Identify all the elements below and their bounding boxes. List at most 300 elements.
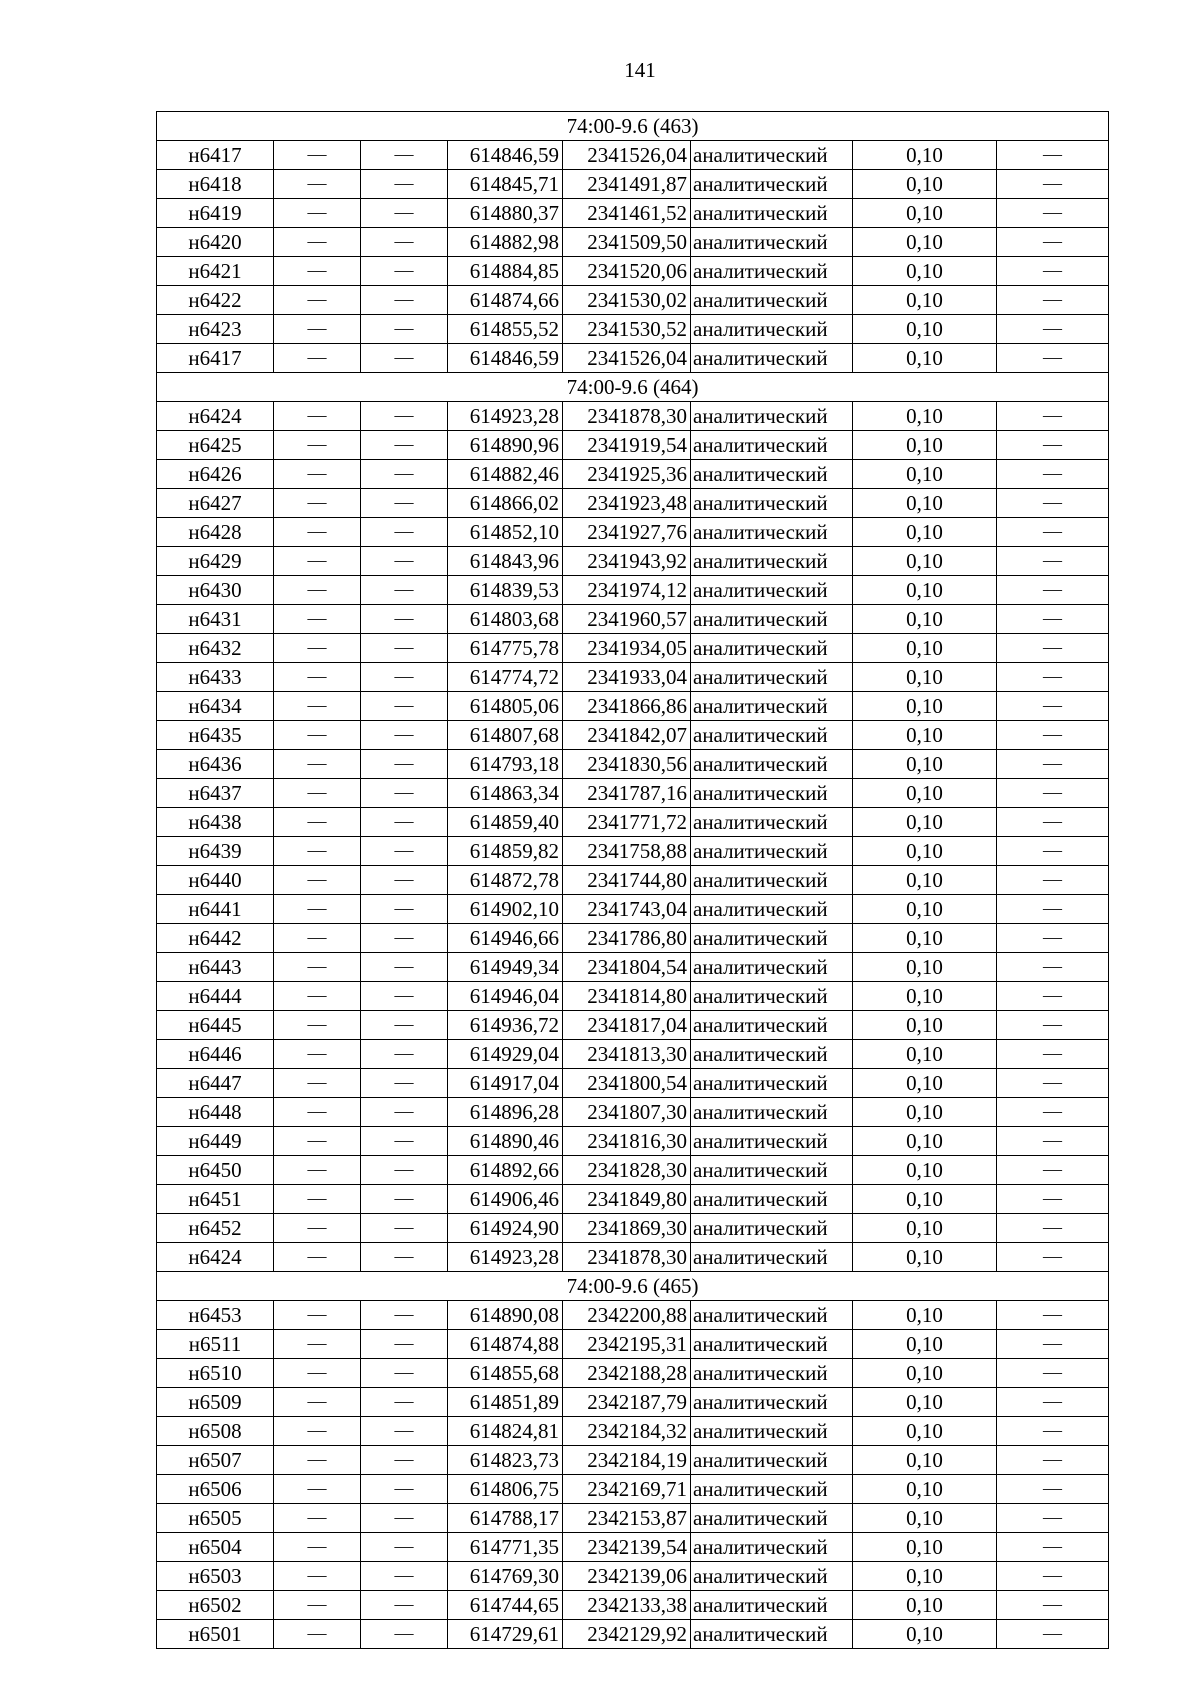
- point-name-cell: н6434: [157, 692, 274, 721]
- method-cell: аналитический: [691, 837, 853, 866]
- empty-dash-cell: —: [361, 315, 448, 344]
- table-row: [157, 315, 1109, 344]
- table-row: [157, 1475, 1109, 1504]
- empty-dash-cell: —: [997, 1330, 1109, 1359]
- y-coordinate-cell: 2341771,72: [563, 808, 691, 837]
- empty-dash-cell: —: [997, 460, 1109, 489]
- accuracy-cell: 0,10: [853, 721, 997, 750]
- empty-dash-cell: —: [274, 1562, 361, 1591]
- empty-dash-cell: —: [274, 953, 361, 982]
- x-coordinate-cell: 614917,04: [448, 1069, 563, 1098]
- accuracy-cell: 0,10: [853, 576, 997, 605]
- point-name-cell: н6427: [157, 489, 274, 518]
- point-name-cell: н6504: [157, 1533, 274, 1562]
- table-row: [157, 1620, 1109, 1649]
- table-row: [157, 605, 1109, 634]
- accuracy-cell: 0,10: [853, 1533, 997, 1562]
- x-coordinate-cell: 614729,61: [448, 1620, 563, 1649]
- empty-dash-cell: —: [997, 1591, 1109, 1620]
- empty-dash-cell: —: [274, 199, 361, 228]
- accuracy-cell: 0,10: [853, 866, 997, 895]
- empty-dash-cell: —: [997, 924, 1109, 953]
- method-cell: аналитический: [691, 1069, 853, 1098]
- empty-dash-cell: —: [361, 692, 448, 721]
- empty-dash-cell: —: [274, 663, 361, 692]
- accuracy-cell: 0,10: [853, 1185, 997, 1214]
- y-coordinate-cell: 2342184,32: [563, 1417, 691, 1446]
- empty-dash-cell: —: [274, 257, 361, 286]
- x-coordinate-cell: 614884,85: [448, 257, 563, 286]
- accuracy-cell: 0,10: [853, 1475, 997, 1504]
- point-name-cell: н6437: [157, 779, 274, 808]
- empty-dash-cell: —: [274, 837, 361, 866]
- table-row: [157, 1417, 1109, 1446]
- y-coordinate-cell: 2342200,88: [563, 1301, 691, 1330]
- x-coordinate-cell: 614863,34: [448, 779, 563, 808]
- method-cell: аналитический: [691, 1330, 853, 1359]
- x-coordinate-cell: 614806,75: [448, 1475, 563, 1504]
- point-name-cell: н6418: [157, 170, 274, 199]
- x-coordinate-cell: 614866,02: [448, 489, 563, 518]
- y-coordinate-cell: 2341830,56: [563, 750, 691, 779]
- y-coordinate-cell: 2341849,80: [563, 1185, 691, 1214]
- point-name-cell: н6428: [157, 518, 274, 547]
- empty-dash-cell: —: [997, 1533, 1109, 1562]
- empty-dash-cell: —: [274, 924, 361, 953]
- x-coordinate-cell: 614788,17: [448, 1504, 563, 1533]
- method-cell: аналитический: [691, 1359, 853, 1388]
- method-cell: аналитический: [691, 315, 853, 344]
- empty-dash-cell: —: [997, 228, 1109, 257]
- x-coordinate-cell: 614846,59: [448, 344, 563, 373]
- method-cell: аналитический: [691, 199, 853, 228]
- y-coordinate-cell: 2341744,80: [563, 866, 691, 895]
- y-coordinate-cell: 2341828,30: [563, 1156, 691, 1185]
- x-coordinate-cell: 614902,10: [448, 895, 563, 924]
- accuracy-cell: 0,10: [853, 431, 997, 460]
- empty-dash-cell: —: [997, 518, 1109, 547]
- point-name-cell: н6417: [157, 141, 274, 170]
- empty-dash-cell: —: [361, 257, 448, 286]
- empty-dash-cell: —: [274, 431, 361, 460]
- accuracy-cell: 0,10: [853, 228, 997, 257]
- point-name-cell: н6421: [157, 257, 274, 286]
- x-coordinate-cell: 614892,66: [448, 1156, 563, 1185]
- empty-dash-cell: —: [361, 924, 448, 953]
- x-coordinate-cell: 614946,66: [448, 924, 563, 953]
- table-row: [157, 1098, 1109, 1127]
- empty-dash-cell: —: [361, 576, 448, 605]
- empty-dash-cell: —: [274, 1446, 361, 1475]
- accuracy-cell: 0,10: [853, 518, 997, 547]
- x-coordinate-cell: 614924,90: [448, 1214, 563, 1243]
- x-coordinate-cell: 614855,68: [448, 1359, 563, 1388]
- empty-dash-cell: —: [274, 576, 361, 605]
- empty-dash-cell: —: [997, 431, 1109, 460]
- group-header-row: [157, 373, 1109, 402]
- empty-dash-cell: —: [361, 634, 448, 663]
- point-name-cell: н6442: [157, 924, 274, 953]
- empty-dash-cell: —: [361, 605, 448, 634]
- y-coordinate-cell: 2341800,54: [563, 1069, 691, 1098]
- x-coordinate-cell: 614807,68: [448, 721, 563, 750]
- method-cell: аналитический: [691, 576, 853, 605]
- y-coordinate-cell: 2341491,87: [563, 170, 691, 199]
- method-cell: аналитический: [691, 170, 853, 199]
- empty-dash-cell: —: [361, 1011, 448, 1040]
- table-row: [157, 1562, 1109, 1591]
- point-name-cell: н6453: [157, 1301, 274, 1330]
- y-coordinate-cell: 2341943,92: [563, 547, 691, 576]
- point-name-cell: н6417: [157, 344, 274, 373]
- table-row: [157, 1330, 1109, 1359]
- point-name-cell: н6502: [157, 1591, 274, 1620]
- y-coordinate-cell: 2341526,04: [563, 141, 691, 170]
- accuracy-cell: 0,10: [853, 344, 997, 373]
- empty-dash-cell: —: [274, 779, 361, 808]
- point-name-cell: н6441: [157, 895, 274, 924]
- empty-dash-cell: —: [274, 982, 361, 1011]
- empty-dash-cell: —: [361, 1301, 448, 1330]
- table-row: [157, 1504, 1109, 1533]
- x-coordinate-cell: 614839,53: [448, 576, 563, 605]
- method-cell: аналитический: [691, 1098, 853, 1127]
- empty-dash-cell: —: [361, 547, 448, 576]
- empty-dash-cell: —: [997, 547, 1109, 576]
- group-header-row: [157, 1272, 1109, 1301]
- accuracy-cell: 0,10: [853, 141, 997, 170]
- table-row: [157, 489, 1109, 518]
- accuracy-cell: 0,10: [853, 605, 997, 634]
- empty-dash-cell: —: [361, 750, 448, 779]
- y-coordinate-cell: 2341923,48: [563, 489, 691, 518]
- accuracy-cell: 0,10: [853, 982, 997, 1011]
- method-cell: аналитический: [691, 257, 853, 286]
- group-title: 74:00-9.6 (464): [157, 373, 1109, 402]
- empty-dash-cell: —: [361, 1330, 448, 1359]
- group-title: 74:00-9.6 (463): [157, 112, 1109, 141]
- method-cell: аналитический: [691, 1040, 853, 1069]
- y-coordinate-cell: 2341758,88: [563, 837, 691, 866]
- accuracy-cell: 0,10: [853, 1620, 997, 1649]
- empty-dash-cell: —: [274, 1214, 361, 1243]
- point-name-cell: н6509: [157, 1388, 274, 1417]
- table-row: [157, 634, 1109, 663]
- x-coordinate-cell: 614880,37: [448, 199, 563, 228]
- x-coordinate-cell: 614824,81: [448, 1417, 563, 1446]
- accuracy-cell: 0,10: [853, 953, 997, 982]
- table-row: [157, 1359, 1109, 1388]
- x-coordinate-cell: 614949,34: [448, 953, 563, 982]
- y-coordinate-cell: 2341461,52: [563, 199, 691, 228]
- y-coordinate-cell: 2341813,30: [563, 1040, 691, 1069]
- table-row: [157, 750, 1109, 779]
- empty-dash-cell: —: [274, 750, 361, 779]
- method-cell: аналитический: [691, 1388, 853, 1417]
- empty-dash-cell: —: [997, 1040, 1109, 1069]
- accuracy-cell: 0,10: [853, 1504, 997, 1533]
- empty-dash-cell: —: [361, 866, 448, 895]
- table-row: [157, 286, 1109, 315]
- table-row: [157, 141, 1109, 170]
- method-cell: аналитический: [691, 808, 853, 837]
- empty-dash-cell: —: [361, 953, 448, 982]
- method-cell: аналитический: [691, 1156, 853, 1185]
- point-name-cell: н6429: [157, 547, 274, 576]
- empty-dash-cell: —: [997, 866, 1109, 895]
- empty-dash-cell: —: [997, 315, 1109, 344]
- empty-dash-cell: —: [361, 1533, 448, 1562]
- empty-dash-cell: —: [361, 1388, 448, 1417]
- method-cell: аналитический: [691, 1417, 853, 1446]
- method-cell: аналитический: [691, 141, 853, 170]
- method-cell: аналитический: [691, 1301, 853, 1330]
- accuracy-cell: 0,10: [853, 924, 997, 953]
- empty-dash-cell: —: [997, 982, 1109, 1011]
- x-coordinate-cell: 614906,46: [448, 1185, 563, 1214]
- empty-dash-cell: —: [997, 1214, 1109, 1243]
- accuracy-cell: 0,10: [853, 1446, 997, 1475]
- empty-dash-cell: —: [274, 228, 361, 257]
- point-name-cell: н6443: [157, 953, 274, 982]
- point-name-cell: н6431: [157, 605, 274, 634]
- accuracy-cell: 0,10: [853, 1562, 997, 1591]
- point-name-cell: н6449: [157, 1127, 274, 1156]
- point-name-cell: н6447: [157, 1069, 274, 1098]
- y-coordinate-cell: 2342184,19: [563, 1446, 691, 1475]
- x-coordinate-cell: 614803,68: [448, 605, 563, 634]
- method-cell: аналитический: [691, 286, 853, 315]
- y-coordinate-cell: 2342153,87: [563, 1504, 691, 1533]
- empty-dash-cell: —: [274, 1040, 361, 1069]
- empty-dash-cell: —: [274, 315, 361, 344]
- x-coordinate-cell: 614846,59: [448, 141, 563, 170]
- table-row: [157, 576, 1109, 605]
- table-row: [157, 1388, 1109, 1417]
- empty-dash-cell: —: [997, 170, 1109, 199]
- method-cell: аналитический: [691, 344, 853, 373]
- empty-dash-cell: —: [361, 1127, 448, 1156]
- accuracy-cell: 0,10: [853, 170, 997, 199]
- empty-dash-cell: —: [361, 1214, 448, 1243]
- accuracy-cell: 0,10: [853, 895, 997, 924]
- table-row: [157, 199, 1109, 228]
- empty-dash-cell: —: [997, 779, 1109, 808]
- method-cell: аналитический: [691, 663, 853, 692]
- method-cell: аналитический: [691, 1127, 853, 1156]
- empty-dash-cell: —: [274, 1359, 361, 1388]
- accuracy-cell: 0,10: [853, 1243, 997, 1272]
- x-coordinate-cell: 614890,46: [448, 1127, 563, 1156]
- empty-dash-cell: —: [361, 228, 448, 257]
- empty-dash-cell: —: [274, 1301, 361, 1330]
- accuracy-cell: 0,10: [853, 286, 997, 315]
- empty-dash-cell: —: [997, 692, 1109, 721]
- empty-dash-cell: —: [361, 808, 448, 837]
- empty-dash-cell: —: [274, 895, 361, 924]
- table-row: [157, 953, 1109, 982]
- empty-dash-cell: —: [997, 721, 1109, 750]
- accuracy-cell: 0,10: [853, 808, 997, 837]
- point-name-cell: н6420: [157, 228, 274, 257]
- empty-dash-cell: —: [274, 1620, 361, 1649]
- method-cell: аналитический: [691, 1185, 853, 1214]
- empty-dash-cell: —: [997, 808, 1109, 837]
- method-cell: аналитический: [691, 605, 853, 634]
- empty-dash-cell: —: [361, 1185, 448, 1214]
- method-cell: аналитический: [691, 228, 853, 257]
- x-coordinate-cell: 614872,78: [448, 866, 563, 895]
- point-name-cell: н6440: [157, 866, 274, 895]
- accuracy-cell: 0,10: [853, 199, 997, 228]
- empty-dash-cell: —: [274, 1156, 361, 1185]
- empty-dash-cell: —: [361, 170, 448, 199]
- table-row: [157, 228, 1109, 257]
- point-name-cell: н6435: [157, 721, 274, 750]
- point-name-cell: н6508: [157, 1417, 274, 1446]
- accuracy-cell: 0,10: [853, 315, 997, 344]
- method-cell: аналитический: [691, 1475, 853, 1504]
- x-coordinate-cell: 614882,98: [448, 228, 563, 257]
- empty-dash-cell: —: [274, 605, 361, 634]
- empty-dash-cell: —: [274, 1243, 361, 1272]
- point-name-cell: н6452: [157, 1214, 274, 1243]
- table-row: [157, 721, 1109, 750]
- y-coordinate-cell: 2342169,71: [563, 1475, 691, 1504]
- x-coordinate-cell: 614929,04: [448, 1040, 563, 1069]
- x-coordinate-cell: 614852,10: [448, 518, 563, 547]
- table-row: [157, 895, 1109, 924]
- empty-dash-cell: —: [997, 1127, 1109, 1156]
- x-coordinate-cell: 614936,72: [448, 1011, 563, 1040]
- table-row: [157, 1040, 1109, 1069]
- table-row: [157, 779, 1109, 808]
- accuracy-cell: 0,10: [853, 837, 997, 866]
- empty-dash-cell: —: [997, 1243, 1109, 1272]
- empty-dash-cell: —: [274, 402, 361, 431]
- method-cell: аналитический: [691, 1562, 853, 1591]
- empty-dash-cell: —: [274, 1069, 361, 1098]
- method-cell: аналитический: [691, 1011, 853, 1040]
- page-number: 141: [624, 58, 656, 82]
- y-coordinate-cell: 2341934,05: [563, 634, 691, 663]
- x-coordinate-cell: 614793,18: [448, 750, 563, 779]
- empty-dash-cell: —: [361, 1069, 448, 1098]
- empty-dash-cell: —: [997, 344, 1109, 373]
- empty-dash-cell: —: [361, 721, 448, 750]
- empty-dash-cell: —: [361, 1591, 448, 1620]
- point-name-cell: н6501: [157, 1620, 274, 1649]
- accuracy-cell: 0,10: [853, 1098, 997, 1127]
- point-name-cell: н6438: [157, 808, 274, 837]
- empty-dash-cell: —: [274, 634, 361, 663]
- empty-dash-cell: —: [361, 489, 448, 518]
- empty-dash-cell: —: [361, 141, 448, 170]
- accuracy-cell: 0,10: [853, 489, 997, 518]
- empty-dash-cell: —: [274, 1330, 361, 1359]
- accuracy-cell: 0,10: [853, 663, 997, 692]
- empty-dash-cell: —: [997, 576, 1109, 605]
- accuracy-cell: 0,10: [853, 692, 997, 721]
- method-cell: аналитический: [691, 924, 853, 953]
- y-coordinate-cell: 2341919,54: [563, 431, 691, 460]
- empty-dash-cell: —: [274, 286, 361, 315]
- y-coordinate-cell: 2341526,04: [563, 344, 691, 373]
- empty-dash-cell: —: [997, 1156, 1109, 1185]
- empty-dash-cell: —: [361, 1243, 448, 1272]
- table-row: [157, 1069, 1109, 1098]
- point-name-cell: н6445: [157, 1011, 274, 1040]
- method-cell: аналитический: [691, 750, 853, 779]
- empty-dash-cell: —: [361, 402, 448, 431]
- accuracy-cell: 0,10: [853, 779, 997, 808]
- empty-dash-cell: —: [274, 460, 361, 489]
- y-coordinate-cell: 2341804,54: [563, 953, 691, 982]
- accuracy-cell: 0,10: [853, 1011, 997, 1040]
- accuracy-cell: 0,10: [853, 1417, 997, 1446]
- y-coordinate-cell: 2341925,36: [563, 460, 691, 489]
- empty-dash-cell: —: [274, 547, 361, 576]
- accuracy-cell: 0,10: [853, 460, 997, 489]
- empty-dash-cell: —: [997, 1011, 1109, 1040]
- y-coordinate-cell: 2341927,76: [563, 518, 691, 547]
- point-name-cell: н6507: [157, 1446, 274, 1475]
- method-cell: аналитический: [691, 547, 853, 576]
- accuracy-cell: 0,10: [853, 1330, 997, 1359]
- method-cell: аналитический: [691, 1620, 853, 1649]
- y-coordinate-cell: 2341974,12: [563, 576, 691, 605]
- table-row: [157, 344, 1109, 373]
- empty-dash-cell: —: [274, 1591, 361, 1620]
- accuracy-cell: 0,10: [853, 1127, 997, 1156]
- empty-dash-cell: —: [361, 1098, 448, 1127]
- empty-dash-cell: —: [274, 721, 361, 750]
- empty-dash-cell: —: [361, 460, 448, 489]
- table-row: [157, 1011, 1109, 1040]
- empty-dash-cell: —: [997, 1446, 1109, 1475]
- point-name-cell: н6506: [157, 1475, 274, 1504]
- table-row: [157, 1156, 1109, 1185]
- empty-dash-cell: —: [361, 1040, 448, 1069]
- y-coordinate-cell: 2342129,92: [563, 1620, 691, 1649]
- method-cell: аналитический: [691, 866, 853, 895]
- table-row: [157, 663, 1109, 692]
- y-coordinate-cell: 2341743,04: [563, 895, 691, 924]
- y-coordinate-cell: 2342139,54: [563, 1533, 691, 1562]
- table-row: [157, 866, 1109, 895]
- accuracy-cell: 0,10: [853, 1301, 997, 1330]
- x-coordinate-cell: 614946,04: [448, 982, 563, 1011]
- x-coordinate-cell: 614774,72: [448, 663, 563, 692]
- empty-dash-cell: —: [997, 1562, 1109, 1591]
- y-coordinate-cell: 2341842,07: [563, 721, 691, 750]
- y-coordinate-cell: 2341878,30: [563, 1243, 691, 1272]
- x-coordinate-cell: 614851,89: [448, 1388, 563, 1417]
- empty-dash-cell: —: [997, 663, 1109, 692]
- point-name-cell: н6436: [157, 750, 274, 779]
- empty-dash-cell: —: [997, 605, 1109, 634]
- table-row: [157, 837, 1109, 866]
- empty-dash-cell: —: [361, 286, 448, 315]
- empty-dash-cell: —: [361, 663, 448, 692]
- empty-dash-cell: —: [361, 1562, 448, 1591]
- empty-dash-cell: —: [997, 286, 1109, 315]
- empty-dash-cell: —: [361, 344, 448, 373]
- method-cell: аналитический: [691, 460, 853, 489]
- method-cell: аналитический: [691, 721, 853, 750]
- empty-dash-cell: —: [997, 1359, 1109, 1388]
- point-name-cell: н6424: [157, 402, 274, 431]
